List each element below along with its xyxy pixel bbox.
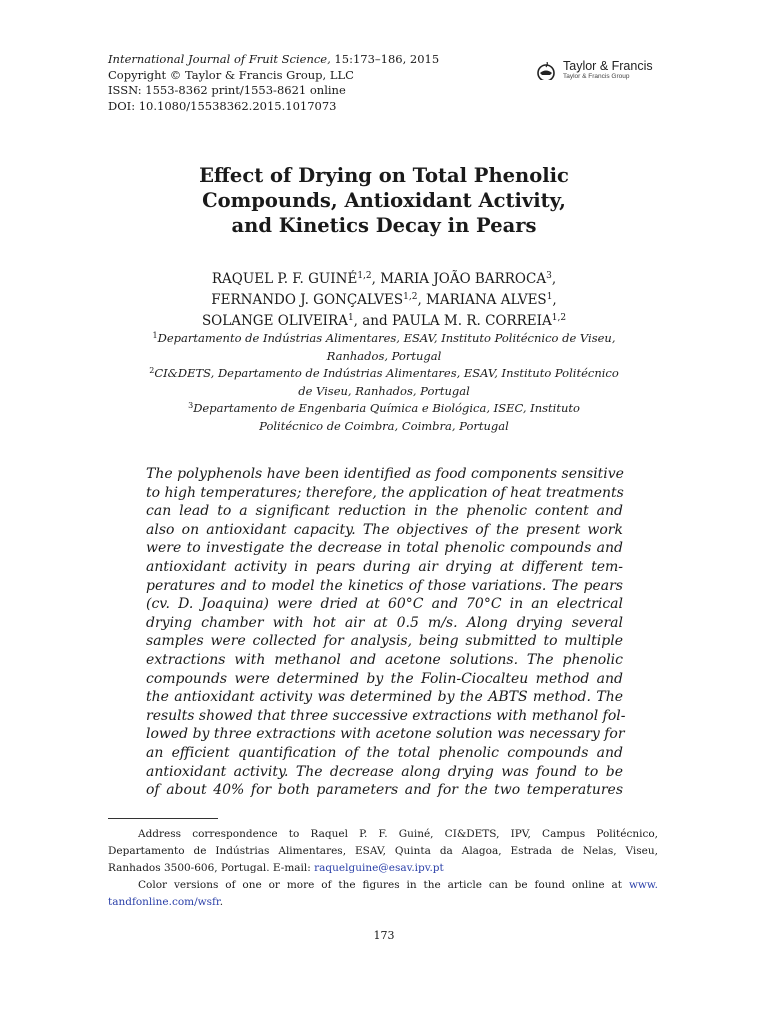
abstract-line: can lead to a significant reduction in the phenolic content and <box>146 503 623 520</box>
abstract-line: peratures and to model the kinetics of those variations. The pears <box>146 577 623 594</box>
affiliation-line <box>0 330 768 348</box>
abstract <box>146 465 626 800</box>
page-number: 173 <box>373 929 395 942</box>
footnotes <box>108 826 658 911</box>
author-name: MARIA JOÃO BARROCA <box>380 271 547 287</box>
title-line: Effect of Drying on Total Phenolic <box>199 164 569 187</box>
publisher-name: Taylor & Francis <box>563 59 653 73</box>
footnote-text: . <box>219 896 224 908</box>
footnote-line <box>108 894 658 911</box>
affiliation-line <box>0 383 768 401</box>
abstract-line: also on antioxidant capacity. The objectives of the present work <box>146 521 623 538</box>
abstract-line: compounds were determined by the Folin-Ciocalteu method and <box>146 670 623 687</box>
affiliation-line <box>0 418 768 436</box>
abstract-line: of about 40% for both parameters and for the two temperatures <box>146 782 623 799</box>
abstract-line: results showed that three successive extractions with methanol fol- <box>146 707 626 724</box>
author-name: RAQUEL P. F. GUINÉ <box>211 271 358 287</box>
abstract-line: to high temperatures; therefore, the application of heat treatments <box>146 484 624 501</box>
author-name: PAULA M. R. CORREIA <box>391 313 552 329</box>
affiliation-text: de Viseu, Ranhados, Portugal <box>298 383 470 398</box>
abstract-line: extractions with methanol and acetone solutions. The phenolic <box>146 651 623 668</box>
author-name: MARIANA ALVES <box>426 292 547 308</box>
author-affil-ref: 1,2 <box>357 271 372 281</box>
url-link-continued[interactable]: tandfonline.com/wsfr <box>108 896 220 908</box>
affiliation-text: Departamento de Engenbaria Química e Biológica, ISEC, Instituto <box>193 401 580 415</box>
affiliation-line <box>0 348 768 366</box>
author-separator: , and <box>353 313 392 329</box>
footnote-line: Address correspondence to Raquel P. F. Guiné, CI&DETS, IPV, Campus Politécnico, <box>138 828 658 840</box>
footnote-text: Ranhados 3500-606, Portugal. E-mail: <box>108 862 315 874</box>
abstract-line: the antioxidant activity was determined by the ABTS method. The <box>146 689 623 706</box>
author-line <box>0 290 768 311</box>
abstract-line: an efficient quantification of the total phenolic compounds and <box>146 744 623 761</box>
affiliation-number: 1 <box>152 331 158 340</box>
author-line <box>0 311 768 332</box>
affiliation-line <box>0 365 768 383</box>
affiliation-number: 3 <box>188 401 194 410</box>
abstract-line: drying chamber with hot air at 0.5 m/s. Along drying several <box>146 614 623 631</box>
title-line: and Kinetics Decay in Pears <box>231 214 537 237</box>
author-separator: , <box>552 292 557 308</box>
footnote-divider <box>108 818 218 819</box>
affiliation-text: CI&DETS, Departamento de Indústrias Alimentares, ESAV, Instituto Politécnico <box>154 366 619 380</box>
journal-copyright: Copyright © Taylor & Francis Group, LLC <box>108 67 354 82</box>
abstract-line: (cv. D. Joaquina) were dried at 60°C and 70°C in an electrical <box>146 596 623 613</box>
author-separator: , <box>551 271 557 287</box>
journal-volume-pages: 15:173–186, 2015 <box>330 52 440 66</box>
author-name: FERNANDO J. GONÇALVES <box>211 292 404 308</box>
affiliation-text: Departamento de Indústrias Alimentares, ESAV, Instituto Politécnico de Viseu, <box>157 331 616 345</box>
publisher-group: Taylor & Francis Group <box>563 73 630 80</box>
author-affil-ref: 1,2 <box>551 313 567 323</box>
url-link[interactable]: www. <box>628 879 658 891</box>
journal-issn: ISSN: 1553-8362 print/1553-8621 online <box>108 83 346 97</box>
abstract-line: lowed by three extractions with acetone solution was necessary for <box>146 726 625 743</box>
author-affil-ref: 1 <box>546 292 553 302</box>
author-line <box>0 269 768 290</box>
publisher-lamp-icon <box>535 62 557 80</box>
author-affil-ref: 1,2 <box>403 292 418 302</box>
title-line: Compounds, Antioxidant Activity, <box>202 189 566 212</box>
author-separator: , <box>417 292 427 308</box>
email-link[interactable]: raquelguine@esav.ipv.pt <box>314 862 444 874</box>
affiliation-text: Ranhados, Portugal <box>326 348 442 363</box>
journal-citation <box>108 52 439 68</box>
article-title <box>0 163 768 238</box>
affiliation-line <box>0 400 768 418</box>
affiliation-text: Politécnico de Coimbra, Coimbra, Portugal <box>259 418 509 433</box>
footnote-line: Departamento de Indústrias Alimentares, ESAV, Quinta da Alagoa, Estrada de Nelas, Viseu, <box>108 845 658 857</box>
footnote-line <box>108 860 658 877</box>
abstract-line: samples were collected for analysis, being submitted to multiple <box>146 633 623 650</box>
abstract-line: antioxidant activity. The decrease along drying was found to be <box>146 763 623 780</box>
footnote-line <box>108 877 658 894</box>
affiliation-number: 2 <box>149 366 155 375</box>
abstract-line: The polyphenols have been identified as food components sensitive <box>146 466 624 482</box>
author-affil-ref: 3 <box>546 271 552 281</box>
publisher-logo <box>535 60 653 81</box>
abstract-line: antioxidant activity in pears during air drying at different tem- <box>146 558 623 575</box>
footnote-text: Color versions of one or more of the figures in the article can be found online at <box>138 879 629 891</box>
author-name: SOLANGE OLIVEIRA <box>201 313 348 329</box>
affiliations <box>0 330 768 435</box>
author-affil-ref: 1 <box>347 313 354 323</box>
journal-doi: DOI: 10.1080/15538362.2015.1017073 <box>108 98 337 113</box>
journal-header <box>108 52 439 114</box>
author-list <box>0 269 768 332</box>
author-separator: , <box>371 271 381 287</box>
abstract-line: were to investigate the decrease in total phenolic compounds and <box>146 540 623 557</box>
journal-name: International Journal of Fruit Science, <box>108 52 331 66</box>
